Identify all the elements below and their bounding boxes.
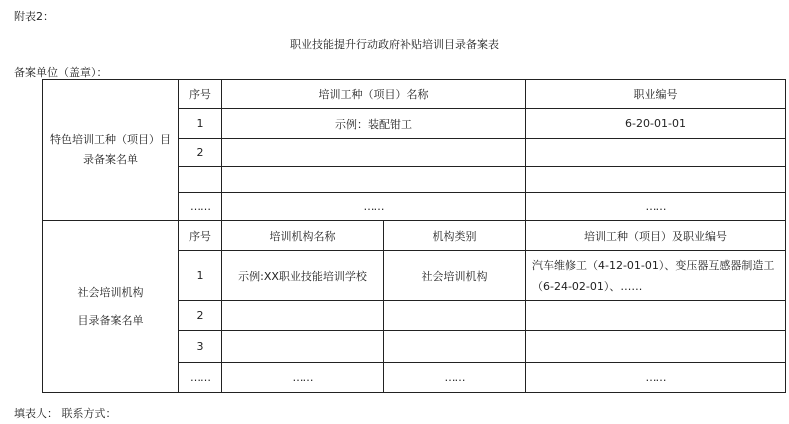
section2-label xyxy=(43,221,179,393)
row-code-cell: 6-20-01-01 xyxy=(526,109,786,139)
row-org-name-cell: 示例:XX职业技能培训学校 xyxy=(222,251,384,301)
row-name-cell: 示例：装配钳工 xyxy=(222,109,526,139)
row-seq-cell: 2 xyxy=(179,139,222,167)
row-seq-cell: 3 xyxy=(179,331,222,363)
row-org-name-cell xyxy=(222,331,384,363)
row-seq-cell: 2 xyxy=(179,301,222,331)
row-seq-cell: …… xyxy=(179,363,222,393)
row-code-cell xyxy=(526,167,786,193)
row-work-code-cell xyxy=(526,331,786,363)
filing-unit-label: 备案单位（盖章）： xyxy=(14,66,108,79)
filing-form-table xyxy=(42,79,786,393)
section2-seq-header: 序号 xyxy=(179,221,222,251)
row-org-name-cell xyxy=(222,301,384,331)
row-org-type-cell xyxy=(384,331,526,363)
row-seq-cell: …… xyxy=(179,193,222,221)
section2-work-code-header: 培训工种（项目）及职业编号 xyxy=(526,221,786,251)
section1-code-header: 职业编号 xyxy=(526,80,786,109)
row-seq-cell xyxy=(179,167,222,193)
row-org-type-cell: 社会培训机构 xyxy=(384,251,526,301)
row-seq-cell: 1 xyxy=(179,109,222,139)
row-seq-cell: 1 xyxy=(179,251,222,301)
section2-header-row xyxy=(43,221,786,251)
section1-header-row xyxy=(43,80,786,109)
section1-name-header: 培训工种（项目）名称 xyxy=(222,80,526,109)
row-org-type-cell: …… xyxy=(384,363,526,393)
section2-label-line1: 社会培训机构 xyxy=(77,285,144,299)
row-name-cell: …… xyxy=(222,193,526,221)
row-name-cell xyxy=(222,167,526,193)
attachment-label: 附表2： xyxy=(14,10,54,23)
row-code-cell xyxy=(526,139,786,167)
section2-label-line2: 目录备案名单 xyxy=(77,313,144,327)
section1-seq-header: 序号 xyxy=(179,80,222,109)
section2-org-name-header: 培训机构名称 xyxy=(222,221,384,251)
section1-label: 特色培训工种（项目）目录备案名单 xyxy=(43,80,179,221)
document-title: 职业技能提升行动政府补贴培训目录备案表 xyxy=(290,38,499,51)
filler-contact-line: 填表人： 联系方式： xyxy=(14,407,117,420)
section2-org-type-header: 机构类别 xyxy=(384,221,526,251)
row-org-type-cell xyxy=(384,301,526,331)
row-work-code-cell: …… xyxy=(526,363,786,393)
row-work-code-cell xyxy=(526,301,786,331)
row-org-name-cell: …… xyxy=(222,363,384,393)
row-name-cell xyxy=(222,139,526,167)
row-work-code-cell: 汽车维修工（4-12-01-01）、变压器互感器制造工（6-24-02-01）、…… xyxy=(526,251,786,301)
row-code-cell: …… xyxy=(526,193,786,221)
